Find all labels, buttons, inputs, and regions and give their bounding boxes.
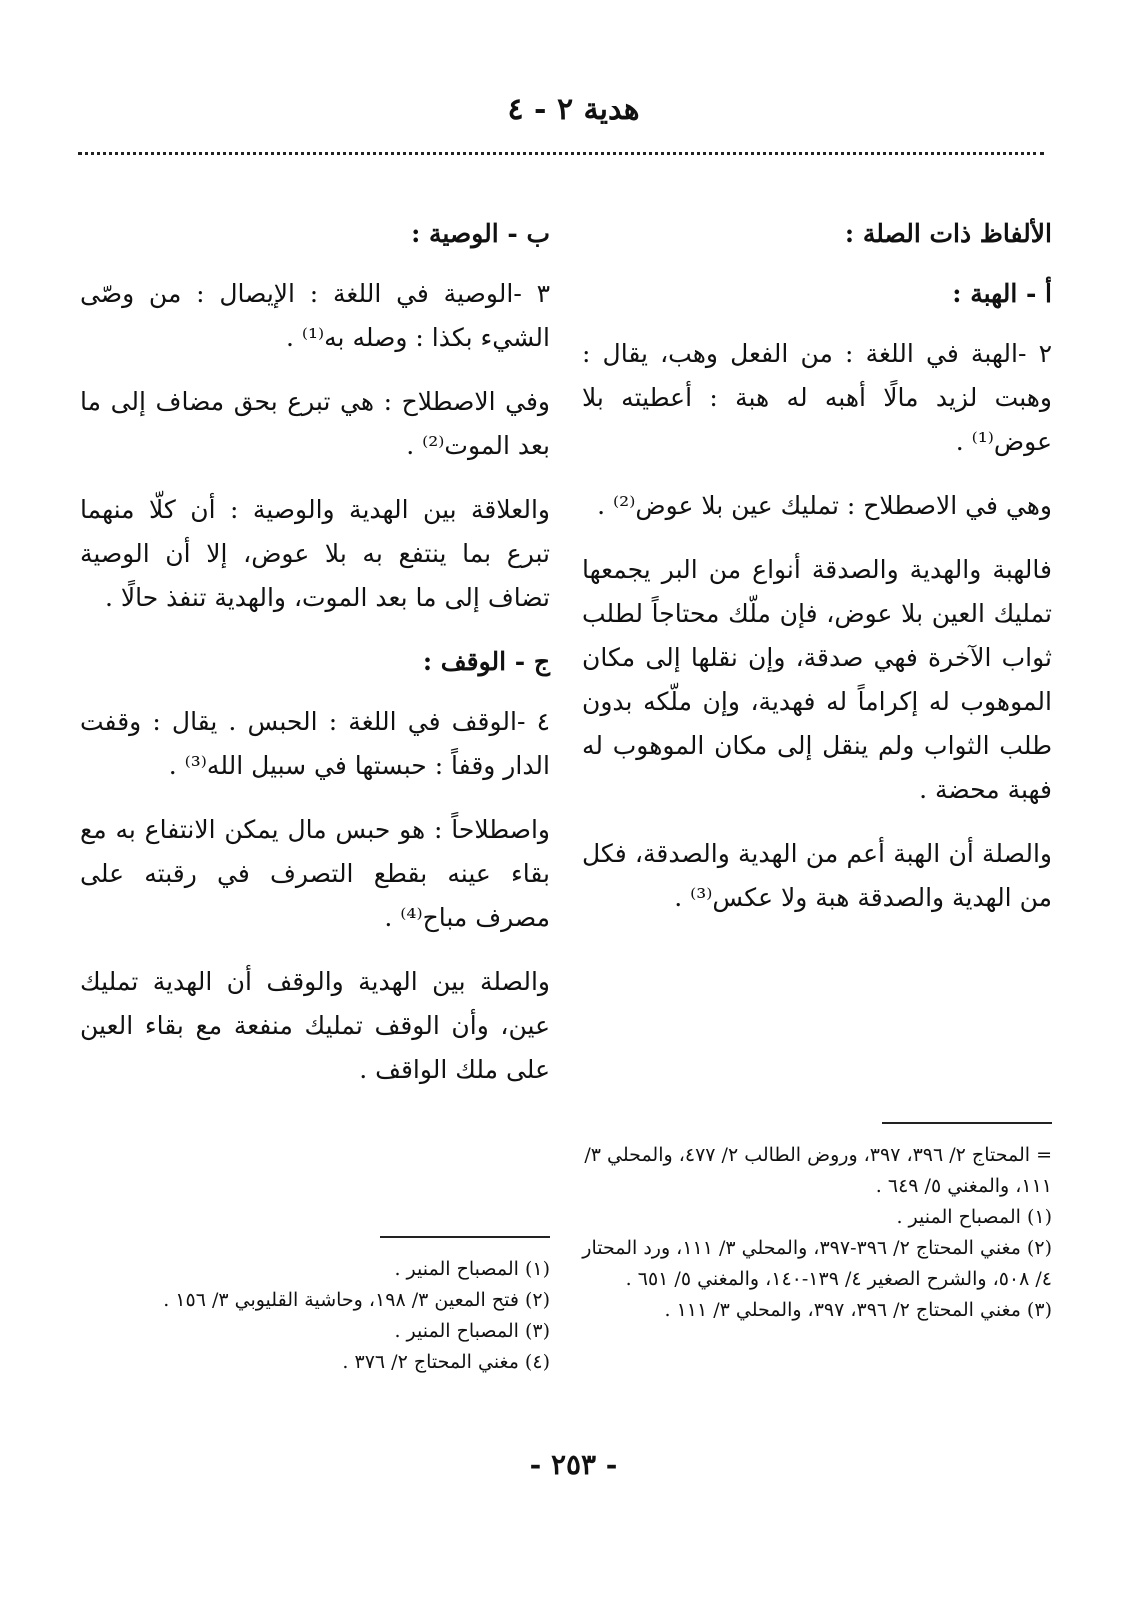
header-dotted-rule	[78, 152, 1044, 155]
page-number: - ٢٥٣ -	[529, 1448, 618, 1481]
related-terms-heading: الألفاظ ذات الصلة :	[844, 219, 1052, 248]
footnote-item: (٢) فتح المعين ٣/ ١٩٨، وحاشية القليوبي ٣/ ١٥٦ .	[163, 1289, 550, 1311]
footnote-item: (٤) مغني المحتاج ٢/ ٣٧٦ .	[342, 1351, 550, 1373]
wasiyya-language-paragraph: ٣ -الوصية في اللغة : الإيصال : من وصّى الشيء بكذا : وصله به⁽¹⁾ .	[80, 279, 550, 352]
wasiyya-heading: ب - الوصية :	[411, 219, 550, 248]
hiba-types-paragraph: فالهبة والهدية والصدقة أنواع من البر يجمعها تمليك العين بلا عوض، فإن ملّك محتاجاً لطلب ثواب الآخرة فهي صدقة، وإن نقلها إلى مكان الموهوب له إكراماً له فهدية، وإن ملّكه بدون طلب الثواب ولم ينقل إلى مكان الموهوب له فهبة محضة .	[582, 555, 1052, 804]
footnote-item: (٢) مغني المحتاج ٢/ ٣٩٦-٣٩٧، والمحلي ٣/ ١١١، ورد المحتار ٤/ ٥٠٨، والشرح الصغير ٤/ ١٣٩-١٤٠، والمغني ٥/ ٦٥١ .	[582, 1237, 1052, 1290]
footnote-item: (١) المصباح المنير .	[896, 1206, 1052, 1228]
hiba-term-paragraph: وهي في الاصطلاح : تمليك عين بلا عوض⁽²⁾ .	[597, 491, 1052, 520]
right-footnotes	[582, 1140, 1052, 1326]
right-column	[582, 212, 1052, 940]
wasiyya-term-paragraph: وفي الاصطلاح : هي تبرع بحق مضاف إلى ما بعد الموت⁽²⁾ .	[80, 387, 550, 460]
footnote-continuation: = المحتاج ٢/ ٣٩٦، ٣٩٧، وروض الطالب ٢/ ٤٧٧، والمحلي ٣/ ١١١، والمغني ٥/ ٦٤٩ .	[584, 1144, 1052, 1197]
waqf-heading: ج - الوقف :	[422, 647, 550, 676]
hiba-language-paragraph: ٢ -الهبة في اللغة : من الفعل وهب، يقال : وهبت لزيد مالًا أهبه له هبة : أعطيته بلا عوض⁽¹⁾ .	[582, 339, 1052, 456]
waqf-term-paragraph: واصطلاحاً : هو حبس مال يمكن الانتفاع به مع بقاء عينه بقطع التصرف في رقبته على مصرف مباح⁽⁴⁾ .	[80, 815, 550, 932]
waqf-relation-paragraph: والصلة بين الهدية والوقف أن الهدية تمليك عين، وأن الوقف تمليك منفعة مع بقاء العين على ملك الواقف .	[80, 967, 550, 1084]
footnote-item: (١) المصباح المنير .	[394, 1258, 550, 1280]
hiba-relation-paragraph: والصلة أن الهبة أعم من الهدية والصدقة، فكل من الهدية والصدقة هبة ولا عكس⁽³⁾ .	[582, 839, 1052, 912]
left-footnotes	[80, 1254, 550, 1378]
page-title: هدية ٢ - ٤	[507, 92, 640, 127]
right-footnote-separator	[882, 1122, 1052, 1124]
hiba-heading: أ - الهبة :	[952, 279, 1052, 308]
left-footnote-separator	[380, 1236, 550, 1238]
waqf-language-paragraph: ٤ -الوقف في اللغة : الحبس . يقال : وقفت الدار وقفاً : حبستها في سبيل الله⁽³⁾ .	[80, 707, 550, 780]
footnote-item: (٣) مغني المحتاج ٢/ ٣٩٦، ٣٩٧، والمحلي ٣/ ١١١ .	[664, 1299, 1052, 1321]
wasiyya-relation-paragraph: والعلاقة بين الهدية والوصية : أن كلّا منهما تبرع بما ينتفع به بلا عوض، إلا أن الوصية تضاف إلى ما بعد الموت، والهدية تنفذ حالًا .	[80, 495, 550, 612]
footnote-item: (٣) المصباح المنير .	[394, 1320, 550, 1342]
left-column	[80, 212, 550, 1112]
